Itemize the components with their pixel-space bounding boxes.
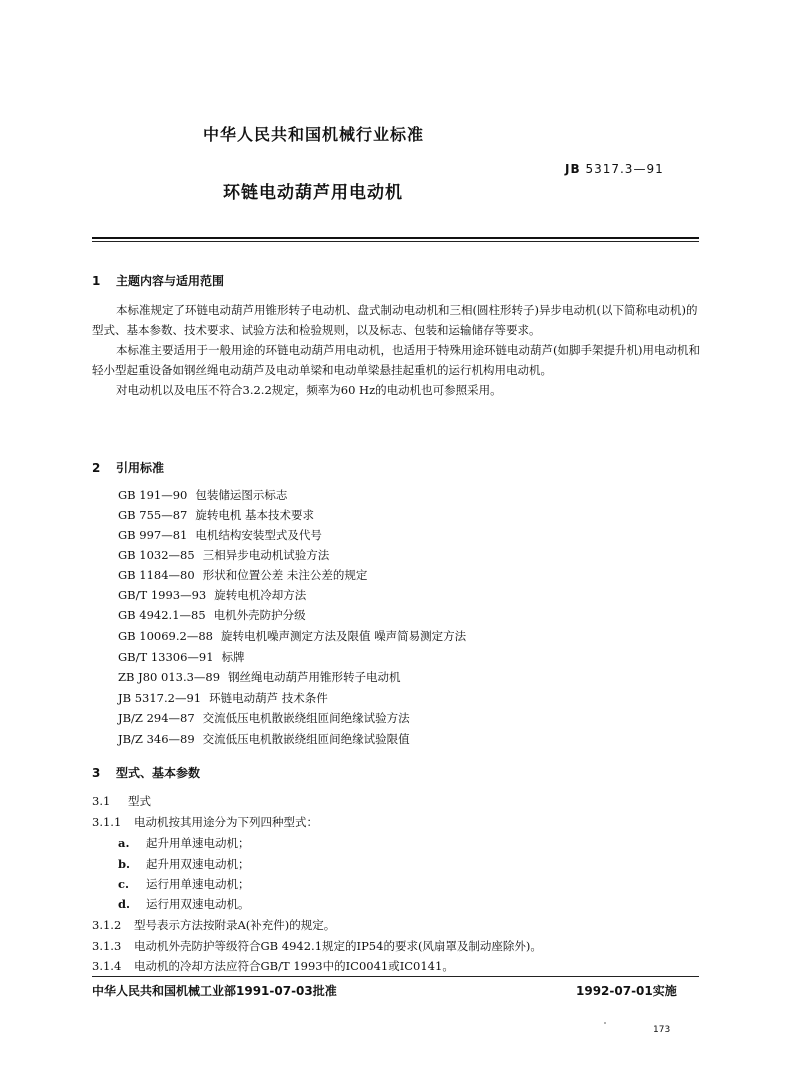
list-marker: c. xyxy=(118,877,130,891)
section-2-heading xyxy=(92,459,164,476)
clause-number: 3.1.1 xyxy=(92,815,122,829)
reference-item xyxy=(118,669,401,685)
standard-code xyxy=(565,162,664,176)
reference-title: 标牌 xyxy=(221,650,245,664)
reference-title: 环链电动葫芦 技术条件 xyxy=(209,691,328,705)
reference-item xyxy=(118,507,314,523)
clause-title: 型式 xyxy=(128,794,151,808)
section-1-heading xyxy=(92,272,224,289)
list-marker: a. xyxy=(118,836,130,850)
reference-code: GB/T 13306—91 xyxy=(118,650,214,664)
reference-code: JB/Z 294—87 xyxy=(118,711,195,725)
paragraph: 本标准主要适用于一般用途的环链电动葫芦用电动机，也适用于特殊用途环链电动葫芦(如脚手架提升机)用电动机和轻小型起重设备如钢丝绳电动葫芦及电动单梁和电动单梁悬挂起重机的运行机构用电动机。 xyxy=(92,343,700,377)
section-number: 3 xyxy=(92,766,101,780)
document-title: 环链电动葫芦用电动机 xyxy=(223,183,403,203)
reference-item xyxy=(118,527,322,543)
clause-3-1-2 xyxy=(92,917,335,933)
reference-item xyxy=(118,487,287,503)
reference-title: 钢丝绳电动葫芦用锥形转子电动机 xyxy=(228,670,401,684)
reference-code: GB/T 1993—93 xyxy=(118,588,207,602)
list-item xyxy=(118,856,250,872)
list-marker: d. xyxy=(118,897,131,911)
clause-3-1-4 xyxy=(92,958,454,974)
reference-item xyxy=(118,649,245,665)
standard-code-prefix: JB xyxy=(565,162,581,176)
clause-text: 电动机外壳防护等级符合GB 4942.1规定的IP54的要求(风扇罩及制动座除外)。 xyxy=(134,939,542,953)
reference-title: 包装储运图示标志 xyxy=(195,488,288,502)
reference-item xyxy=(118,731,410,747)
reference-title: 旋转电机 基本技术要求 xyxy=(195,508,315,522)
list-text: 运行用双速电动机。 xyxy=(146,897,250,911)
section-number: 2 xyxy=(92,461,101,475)
reference-code: GB 1184—80 xyxy=(118,568,195,582)
section-number: 1 xyxy=(92,274,101,288)
org-title: 中华人民共和国机械行业标准 xyxy=(203,125,425,144)
reference-item xyxy=(118,567,367,583)
header-rule-bottom xyxy=(92,241,699,242)
implementation-date: 1992-07-01实施 xyxy=(576,984,677,998)
reference-code: GB 191—90 xyxy=(118,488,188,502)
reference-code: GB 1032—85 xyxy=(118,548,195,562)
section-title: 型式、基本参数 xyxy=(116,766,201,780)
paragraph: 本标准规定了环链电动葫芦用锥形转子电动机、盘式制动电动机和三相(圆柱形转子)异步电动机(以下简称电动机)的型式、基本参数、技术要求、试验方法和检验规则，以及标志、包装和运输储存等要求。 xyxy=(92,303,698,337)
clause-text: 电动机的冷却方法应符合GB/T 1993中的IC0041或IC0141。 xyxy=(134,959,454,973)
list-text: 运行用单速电动机； xyxy=(146,877,250,891)
reference-item xyxy=(118,607,306,623)
clause-number: 3.1.3 xyxy=(92,939,122,953)
list-marker: b. xyxy=(118,857,131,871)
footer-rule xyxy=(92,976,699,977)
clause-3-1-1 xyxy=(92,814,318,830)
reference-item xyxy=(118,710,410,726)
list-text: 起升用双速电动机； xyxy=(146,857,250,871)
reference-code: GB 755—87 xyxy=(118,508,188,522)
reference-title: 交流低压电机散嵌绕组匝间绝缘试验方法 xyxy=(202,711,410,725)
reference-item xyxy=(118,628,466,644)
clause-3-1-3 xyxy=(92,938,542,954)
reference-code: ZB J80 013.3—89 xyxy=(118,670,221,684)
reference-title: 三相异步电动机试验方法 xyxy=(202,548,330,562)
clause-number: 3.1.4 xyxy=(92,959,122,973)
section-3-heading xyxy=(92,764,200,781)
clause-number: 3.1 xyxy=(92,794,111,808)
reference-code: JB/Z 346—89 xyxy=(118,732,195,746)
paragraph: 对电动机以及电压不符合3.2.2规定，频率为60 Hz的电动机也可参照采用。 xyxy=(116,383,502,397)
section-title: 主题内容与适用范围 xyxy=(116,274,225,288)
reference-code: GB 4942.1—85 xyxy=(118,608,206,622)
list-item xyxy=(118,876,250,892)
clause-text: 型号表示方法按附录A(补充件)的规定。 xyxy=(134,918,336,932)
list-item xyxy=(118,835,250,851)
header-rule-top xyxy=(92,237,699,239)
reference-title: 形状和位置公差 未注公差的规定 xyxy=(202,568,368,582)
page-number: 173 xyxy=(653,1025,671,1035)
scan-speck xyxy=(604,1022,606,1024)
reference-title: 电机结构安装型式及代号 xyxy=(195,528,322,542)
clause-3-1 xyxy=(92,793,151,809)
reference-code: GB 997—81 xyxy=(118,528,188,542)
approval-line: 中华人民共和国机械工业部1991-07-03批准 xyxy=(92,984,337,998)
reference-code: JB 5317.2—91 xyxy=(118,691,202,705)
reference-title: 电机外壳防护分级 xyxy=(213,608,306,622)
reference-title: 旋转电机冷却方法 xyxy=(214,588,307,602)
reference-item xyxy=(118,587,306,603)
list-item xyxy=(118,896,250,912)
reference-title: 交流低压电机散嵌绕组匝间绝缘试验限值 xyxy=(202,732,410,746)
reference-code: GB 10069.2—88 xyxy=(118,629,213,643)
section-1-body xyxy=(92,300,702,400)
standard-code-number: 5317.3—91 xyxy=(585,162,664,176)
list-text: 起升用单速电动机； xyxy=(146,836,250,850)
reference-item xyxy=(118,547,329,563)
reference-item xyxy=(118,690,328,706)
section-title: 引用标准 xyxy=(116,461,165,475)
clause-number: 3.1.2 xyxy=(92,918,122,932)
reference-title: 旋转电机噪声测定方法及限值 噪声简易测定方法 xyxy=(220,629,467,643)
clause-text: 电动机按其用途分为下列四种型式： xyxy=(134,815,318,829)
